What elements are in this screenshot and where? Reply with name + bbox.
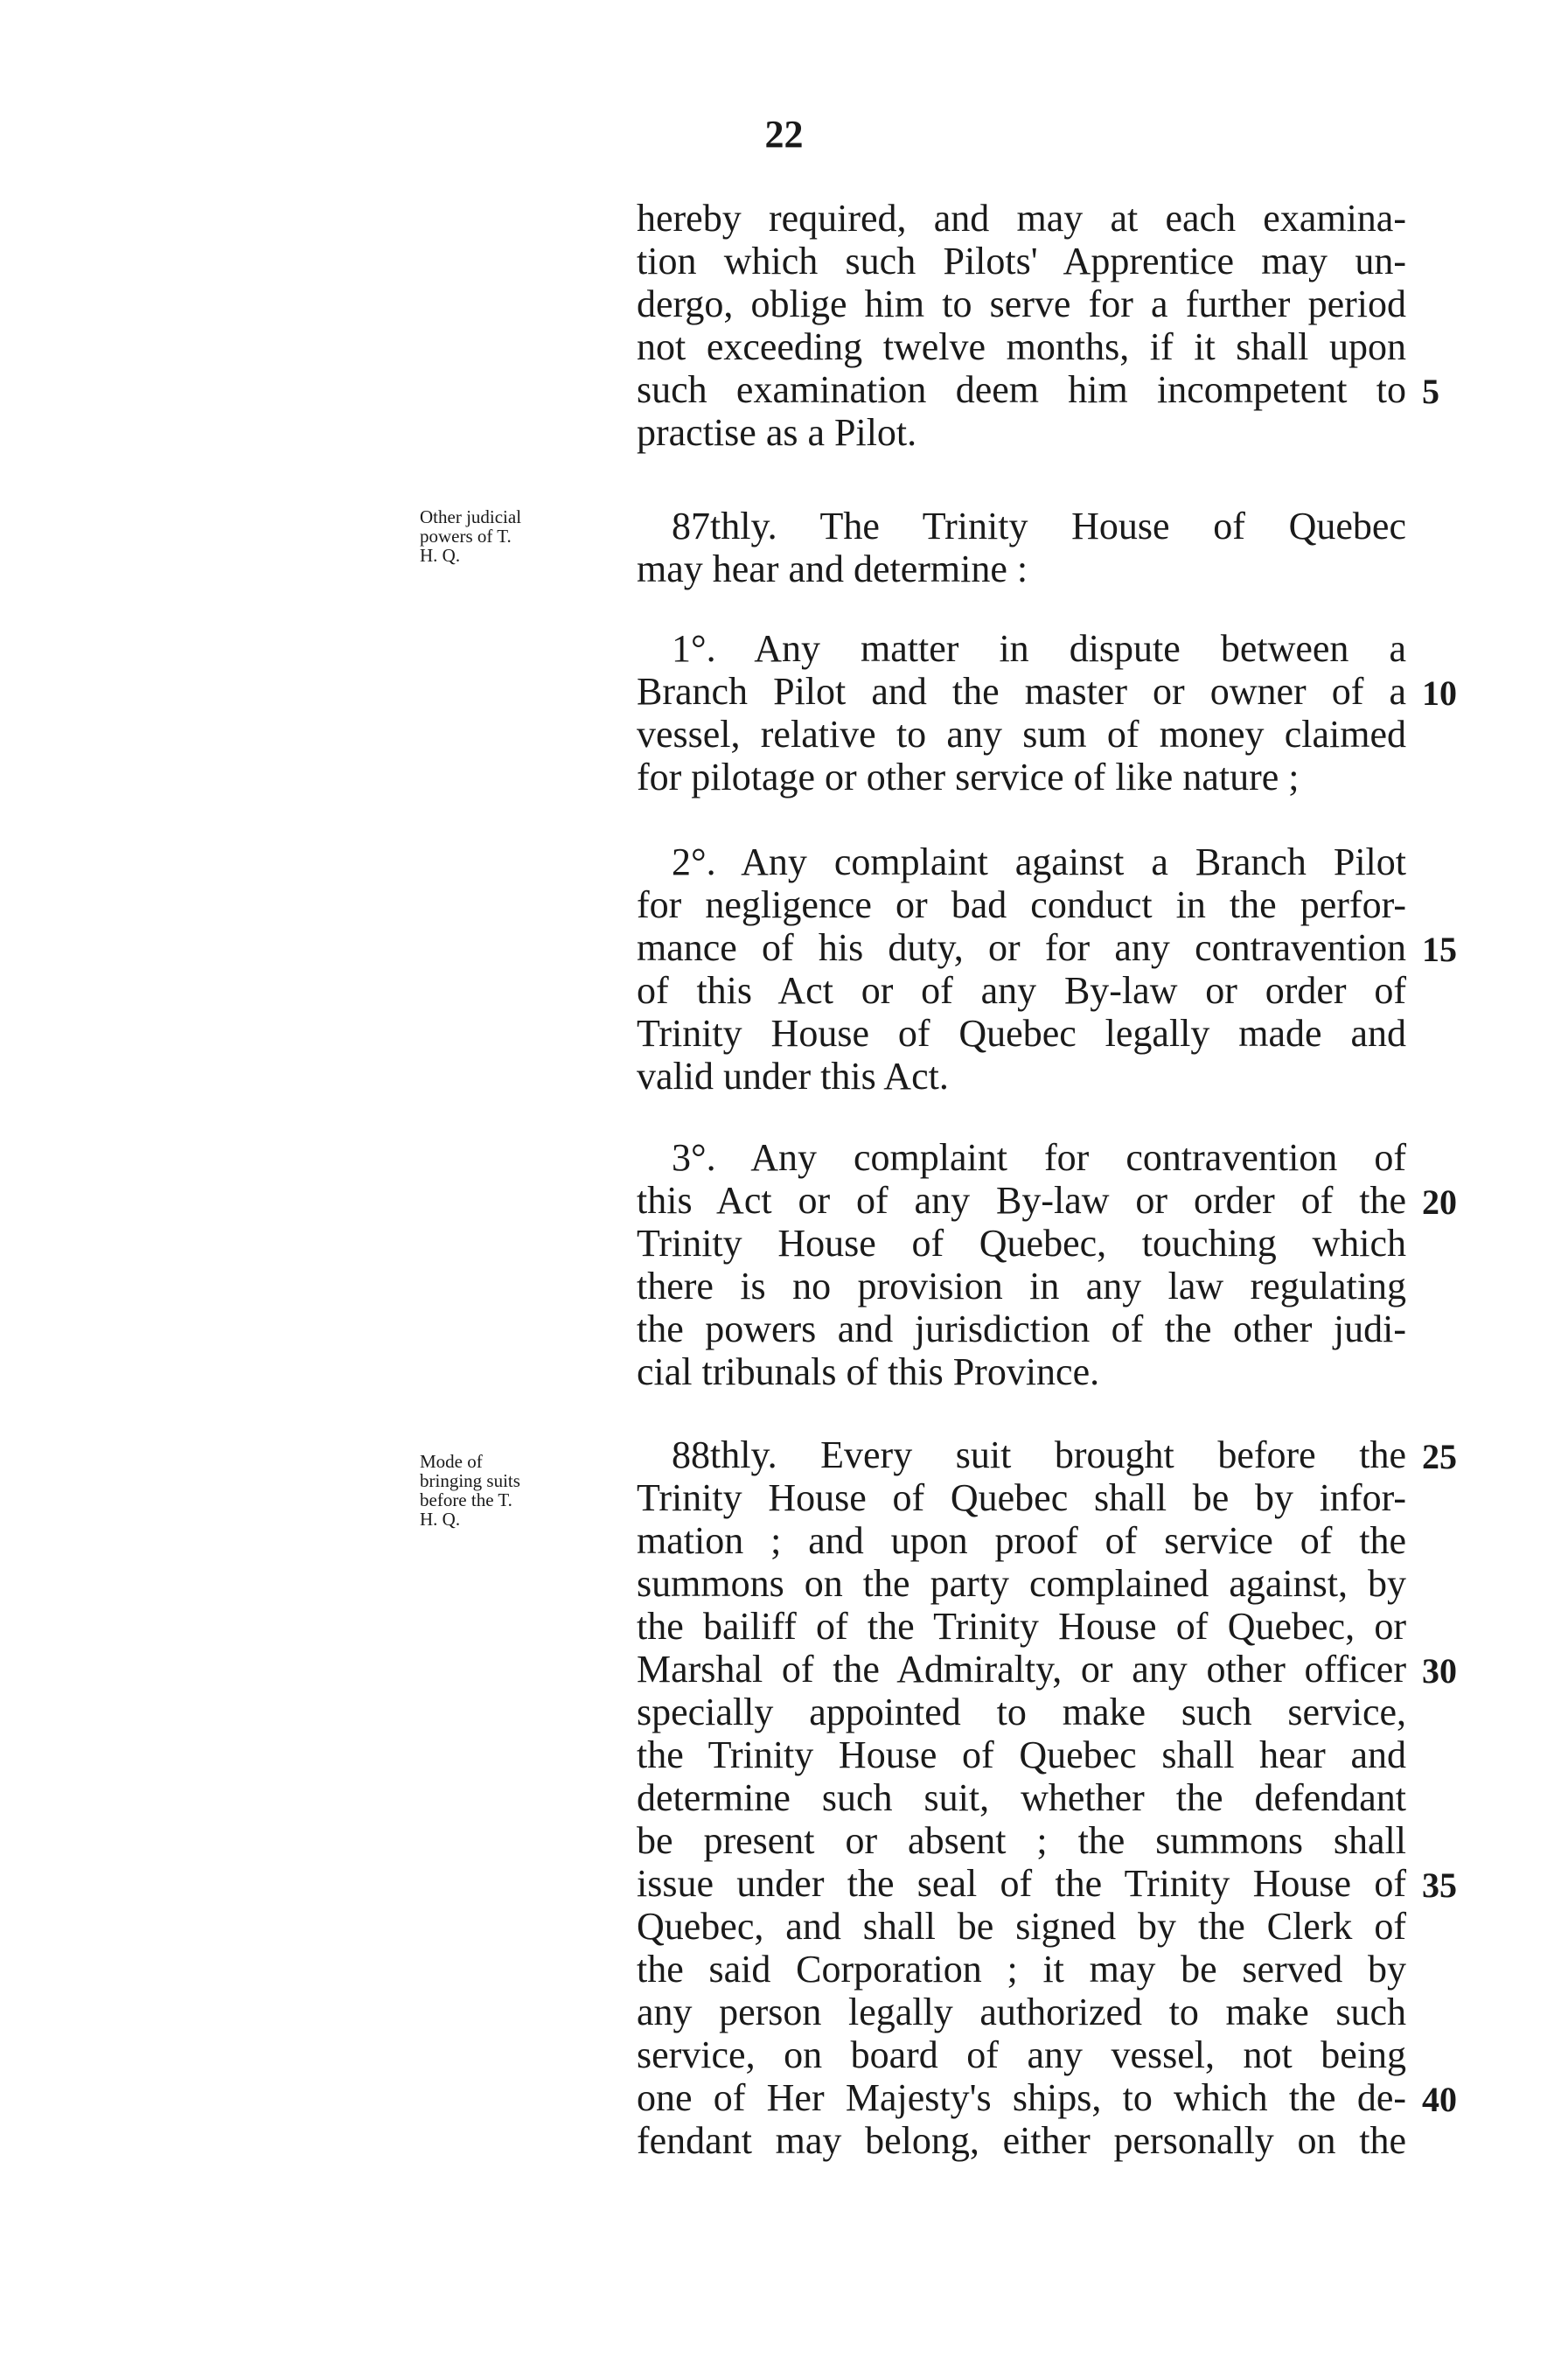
margin-note-line: H. Q. [420,1509,461,1530]
margin-note-line: before the T. [420,1489,512,1510]
body-line: may hear and determine : [637,547,1028,590]
body-line: hereby required, and may at each examina- [637,197,1406,240]
body-line: valid under this Act. [637,1055,949,1098]
body-line: one of Her Majesty's ships, to which the de- [637,2076,1406,2119]
body-line: there is no provision in any law regulating [637,1265,1406,1308]
line-number: 20 [1422,1182,1457,1222]
body-line: tion which such Pilots' Apprentice may un- [637,240,1406,282]
body-line: Trinity House of Quebec, touching which [637,1222,1406,1265]
body-line: summons on the party complained against, by [637,1562,1406,1605]
body-line: of this Act or of any By-law or order of [637,969,1406,1012]
margin-note-mode-of-suits [420,1452,612,1529]
body-line: dergo, oblige him to serve for a further period [637,282,1406,325]
body-line: mation ; and upon proof of service of the [637,1519,1406,1562]
line-number: 10 [1422,673,1457,713]
body-line: any person legally authorized to make such [637,1991,1406,2033]
body-line: 2°. Any complaint against a Branch Pilot [672,840,1406,883]
body-line: for negligence or bad conduct in the perfor- [637,883,1406,926]
body-line: not exceeding twelve months, if it shall upon [637,325,1406,368]
body-line: Marshal of the Admiralty, or any other officer [637,1648,1406,1691]
line-number: 25 [1422,1437,1457,1476]
body-line: Trinity House of Quebec legally made and [637,1012,1406,1055]
body-line: the said Corporation ; it may be served by [637,1948,1406,1991]
line-number: 35 [1422,1865,1457,1905]
body-line: for pilotage or other service of like nature ; [637,756,1300,798]
body-line: fendant may belong, either personally on the [637,2119,1406,2162]
line-number: 30 [1422,1651,1457,1691]
body-line: Quebec, and shall be signed by the Clerk of [637,1905,1406,1948]
margin-note-line: bringing suits [420,1470,520,1491]
body-line: 87thly. The Trinity House of Quebec [672,505,1406,547]
margin-note-judicial-powers [420,507,612,565]
body-line: cial tribunals of this Province. [637,1350,1100,1393]
body-line: 1°. Any matter in dispute between a [672,627,1406,670]
body-line: 88thly. Every suit brought before the [672,1433,1406,1476]
body-line: be present or absent ; the summons shall [637,1819,1406,1862]
body-line: vessel, relative to any sum of money claimed [637,713,1406,756]
body-line: Trinity House of Quebec shall be by infor- [637,1476,1406,1519]
body-line: the powers and jurisdiction of the other judi- [637,1308,1406,1350]
body-line: the Trinity House of Quebec shall hear and [637,1733,1406,1776]
line-number: 40 [1422,2080,1457,2119]
body-line: mance of his duty, or for any contravention [637,926,1406,969]
body-line: specially appointed to make such service, [637,1691,1406,1733]
body-line: issue under the seal of the Trinity House of [637,1862,1406,1905]
margin-note-line: powers of T. [420,526,512,547]
page-number: 22 [764,113,804,156]
margin-note-line: Other judicial [420,506,522,527]
body-line: such examination deem him incompetent to [637,368,1406,411]
body-line: Branch Pilot and the master or owner of a [637,670,1406,713]
body-line: determine such suit, whether the defendant [637,1776,1406,1819]
line-number: 15 [1422,930,1457,969]
body-line: service, on board of any vessel, not being [637,2033,1406,2076]
margin-note-line: H. Q. [420,545,461,566]
line-number: 5 [1422,372,1439,411]
body-line: this Act or of any By-law or order of the [637,1179,1406,1222]
body-line: the bailiff of the Trinity House of Quebec, or [637,1605,1406,1648]
margin-note-line: Mode of [420,1451,483,1472]
body-line: 3°. Any complaint for contravention of [672,1136,1406,1179]
body-line: practise as a Pilot. [637,411,917,454]
